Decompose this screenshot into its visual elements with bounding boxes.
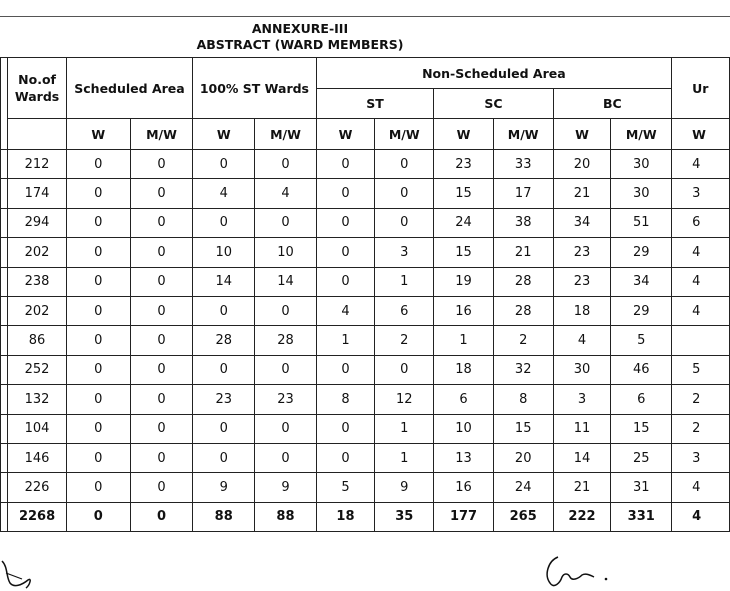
mw-subheader: M/W: [130, 119, 192, 150]
sa-mw-cell: 0: [130, 179, 192, 208]
wards-cell: 2268: [8, 502, 67, 531]
st100-w-cell: 9: [193, 473, 255, 502]
sa-w-cell: 0: [66, 385, 130, 414]
st100-w-cell: 88: [193, 502, 255, 531]
district-cell-stub: [1, 267, 8, 296]
st-w-cell: 0: [316, 267, 375, 296]
st100-w-cell: 0: [193, 355, 255, 384]
st100-mw-cell: 0: [255, 208, 316, 237]
wards-cell: 104: [8, 414, 67, 443]
sa-w-cell: 0: [66, 326, 130, 355]
st-w-cell: 8: [316, 385, 375, 414]
district-cell-stub: [1, 208, 8, 237]
bc-w-cell: 23: [553, 238, 611, 267]
st-w-cell: 0: [316, 414, 375, 443]
st100-mw-cell: 0: [255, 443, 316, 472]
wards-cell: 202: [8, 238, 67, 267]
st-mw-cell: 2: [375, 326, 434, 355]
district-cell-stub: [1, 326, 8, 355]
sc-mw-cell: 8: [493, 385, 553, 414]
bc-mw-cell: 331: [611, 502, 672, 531]
sc-w-cell: 15: [434, 179, 494, 208]
ur-cell: 4: [672, 150, 730, 179]
district-col-stub: [1, 58, 8, 150]
sc-mw-cell: 20: [493, 443, 553, 472]
st100-w-cell: 4: [193, 179, 255, 208]
sa-w-cell: 0: [66, 414, 130, 443]
sc-w-cell: 19: [434, 267, 494, 296]
district-cell-stub: [1, 150, 8, 179]
table-row: [1, 267, 730, 296]
bc-w-cell: 34: [553, 208, 611, 237]
st-w-cell: 0: [316, 179, 375, 208]
w-subheader: W: [193, 119, 255, 150]
table-row: [1, 179, 730, 208]
st-mw-cell: 0: [375, 208, 434, 237]
sc-w-cell: 6: [434, 385, 494, 414]
sa-mw-cell: 0: [130, 355, 192, 384]
sc-mw-cell: 17: [493, 179, 553, 208]
bc-mw-cell: 51: [611, 208, 672, 237]
ur-cell: 3: [672, 179, 730, 208]
st-w-cell: 0: [316, 238, 375, 267]
sa-mw-cell: 0: [130, 267, 192, 296]
mw-subheader: M/W: [255, 119, 316, 150]
sa-mw-cell: 0: [130, 443, 192, 472]
st-mw-cell: 1: [375, 443, 434, 472]
district-cell-stub: [1, 355, 8, 384]
district-cell-stub: [1, 473, 8, 502]
sc-w-cell: 23: [434, 150, 494, 179]
wards-cell: 86: [8, 326, 67, 355]
sc-mw-cell: 33: [493, 150, 553, 179]
sc-w-cell: 16: [434, 473, 494, 502]
st-w-cell: 0: [316, 443, 375, 472]
sc-mw-cell: 28: [493, 296, 553, 325]
sa-w-cell: 0: [66, 296, 130, 325]
ur-cell: 6: [672, 208, 730, 237]
total-row: [1, 502, 730, 531]
ur-cell: 4: [672, 473, 730, 502]
st-mw-cell: 1: [375, 414, 434, 443]
sa-mw-cell: 0: [130, 208, 192, 237]
abstract-subtitle: ABSTRACT (WARD MEMBERS): [196, 37, 404, 52]
wards-cell: 226: [8, 473, 67, 502]
sc-mw-cell: 28: [493, 267, 553, 296]
st100-w-cell: 14: [193, 267, 255, 296]
mw-subheader: M/W: [375, 119, 434, 150]
wards-cell: 294: [8, 208, 67, 237]
wards-cell: 146: [8, 443, 67, 472]
bc-w-cell: 30: [553, 355, 611, 384]
bc-mw-cell: 30: [611, 150, 672, 179]
table-row: [1, 443, 730, 472]
bc-w-cell: 3: [553, 385, 611, 414]
district-cell-stub: [1, 502, 8, 531]
ur-cell: 3: [672, 443, 730, 472]
sa-w-cell: 0: [66, 473, 130, 502]
st100-mw-cell: 28: [255, 326, 316, 355]
st100-w-cell: 28: [193, 326, 255, 355]
bc-w-cell: 20: [553, 150, 611, 179]
st-w-cell: 1: [316, 326, 375, 355]
table-row: [1, 296, 730, 325]
bc-mw-cell: 29: [611, 296, 672, 325]
wards-cell: 132: [8, 385, 67, 414]
bc-mw-cell: 30: [611, 179, 672, 208]
bc-w-cell: 18: [553, 296, 611, 325]
bc-mw-cell: 15: [611, 414, 672, 443]
sa-w-cell: 0: [66, 443, 130, 472]
wards-cell: 238: [8, 267, 67, 296]
st-wards-header: 100% ST Wards: [193, 58, 317, 119]
st100-w-cell: 0: [193, 443, 255, 472]
page-edge: [0, 16, 730, 17]
sa-mw-cell: 0: [130, 502, 192, 531]
sc-w-cell: 16: [434, 296, 494, 325]
st100-mw-cell: 4: [255, 179, 316, 208]
sa-w-cell: 0: [66, 179, 130, 208]
w-subheader: W: [434, 119, 494, 150]
table-row: [1, 414, 730, 443]
table-row: [1, 473, 730, 502]
district-cell-stub: [1, 385, 8, 414]
sa-w-cell: 0: [66, 355, 130, 384]
bc-mw-cell: 5: [611, 326, 672, 355]
st-mw-cell: 0: [375, 150, 434, 179]
sa-w-cell: 0: [66, 208, 130, 237]
sa-w-cell: 0: [66, 267, 130, 296]
bc-mw-cell: 31: [611, 473, 672, 502]
sc-mw-cell: 2: [493, 326, 553, 355]
st100-mw-cell: 23: [255, 385, 316, 414]
bc-w-cell: 4: [553, 326, 611, 355]
st-mw-cell: 1: [375, 267, 434, 296]
ur-cell: [672, 326, 730, 355]
sc-mw-cell: 38: [493, 208, 553, 237]
mw-subheader: M/W: [611, 119, 672, 150]
ur-cell: 4: [672, 238, 730, 267]
bc-header: BC: [553, 89, 672, 119]
st100-mw-cell: 0: [255, 414, 316, 443]
sc-w-cell: 1: [434, 326, 494, 355]
st-mw-cell: 0: [375, 179, 434, 208]
st-mw-cell: 6: [375, 296, 434, 325]
st100-w-cell: 10: [193, 238, 255, 267]
sa-w-cell: 0: [66, 238, 130, 267]
district-cell-stub: [1, 443, 8, 472]
w-subheader: W: [66, 119, 130, 150]
bc-mw-cell: 34: [611, 267, 672, 296]
wards-cell: 202: [8, 296, 67, 325]
st-w-cell: 0: [316, 355, 375, 384]
scheduled-area-header: Scheduled Area: [66, 58, 192, 119]
left-signature: [0, 555, 40, 591]
district-cell-stub: [1, 238, 8, 267]
sc-mw-cell: 32: [493, 355, 553, 384]
st-w-cell: 0: [316, 208, 375, 237]
sc-w-cell: 18: [434, 355, 494, 384]
sc-w-cell: 177: [434, 502, 494, 531]
table-body: [1, 150, 730, 532]
st-w-cell: 5: [316, 473, 375, 502]
bc-mw-cell: 25: [611, 443, 672, 472]
bc-w-cell: 23: [553, 267, 611, 296]
table-row: [1, 208, 730, 237]
sa-mw-cell: 0: [130, 473, 192, 502]
st100-mw-cell: 0: [255, 150, 316, 179]
st100-w-cell: 0: [193, 208, 255, 237]
sc-w-cell: 13: [434, 443, 494, 472]
sa-mw-cell: 0: [130, 326, 192, 355]
district-cell-stub: [1, 414, 8, 443]
sc-mw-cell: 24: [493, 473, 553, 502]
table-row: [1, 385, 730, 414]
bc-w-cell: 222: [553, 502, 611, 531]
st-w-cell: 0: [316, 150, 375, 179]
ur-cell: 2: [672, 414, 730, 443]
sa-mw-cell: 0: [130, 385, 192, 414]
annexure-title: ANNEXURE-III: [251, 21, 349, 36]
st100-mw-cell: 9: [255, 473, 316, 502]
st100-w-cell: 23: [193, 385, 255, 414]
st100-mw-cell: 10: [255, 238, 316, 267]
st-mw-cell: 3: [375, 238, 434, 267]
sc-w-cell: 24: [434, 208, 494, 237]
district-cell-stub: [1, 179, 8, 208]
st100-w-cell: 0: [193, 150, 255, 179]
bc-w-cell: 21: [553, 473, 611, 502]
ward-members-table: [0, 57, 730, 532]
table-row: [1, 238, 730, 267]
ur-w-subheader: W: [672, 119, 730, 150]
st-mw-cell: 12: [375, 385, 434, 414]
unreserved-header: Ur: [672, 58, 730, 119]
sc-w-cell: 15: [434, 238, 494, 267]
st100-mw-cell: 88: [255, 502, 316, 531]
bc-mw-cell: 29: [611, 238, 672, 267]
bc-mw-cell: 46: [611, 355, 672, 384]
st100-mw-cell: 0: [255, 355, 316, 384]
st-header: ST: [316, 89, 434, 119]
st-w-cell: 4: [316, 296, 375, 325]
st100-w-cell: 0: [193, 296, 255, 325]
sc-w-cell: 10: [434, 414, 494, 443]
table-row: [1, 355, 730, 384]
ur-cell: 4: [672, 502, 730, 531]
table-row: [1, 326, 730, 355]
sa-mw-cell: 0: [130, 414, 192, 443]
sc-mw-cell: 15: [493, 414, 553, 443]
st-mw-cell: 0: [375, 355, 434, 384]
ur-cell: 5: [672, 355, 730, 384]
table-row: [1, 150, 730, 179]
bc-w-cell: 21: [553, 179, 611, 208]
st-mw-cell: 35: [375, 502, 434, 531]
sc-mw-cell: 265: [493, 502, 553, 531]
w-subheader: W: [316, 119, 375, 150]
bc-w-cell: 14: [553, 443, 611, 472]
w-subheader: W: [553, 119, 611, 150]
sa-mw-cell: 0: [130, 150, 192, 179]
wards-header: No.of Wards: [8, 58, 67, 119]
mw-subheader: M/W: [493, 119, 553, 150]
ur-cell: 4: [672, 296, 730, 325]
bc-mw-cell: 6: [611, 385, 672, 414]
sa-mw-cell: 0: [130, 296, 192, 325]
st-w-cell: 18: [316, 502, 375, 531]
wards-cell: 174: [8, 179, 67, 208]
sa-mw-cell: 0: [130, 238, 192, 267]
sa-w-cell: 0: [66, 502, 130, 531]
wards-cell: 212: [8, 150, 67, 179]
sa-w-cell: 0: [66, 150, 130, 179]
ur-cell: 4: [672, 267, 730, 296]
bc-w-cell: 11: [553, 414, 611, 443]
sc-mw-cell: 21: [493, 238, 553, 267]
non-scheduled-area-header: Non-Scheduled Area: [316, 58, 671, 89]
st-mw-cell: 9: [375, 473, 434, 502]
wards-cell: 252: [8, 355, 67, 384]
st100-mw-cell: 14: [255, 267, 316, 296]
wards-subheader-blank: [8, 119, 67, 150]
right-signature: [540, 553, 620, 591]
st100-w-cell: 0: [193, 414, 255, 443]
ur-cell: 2: [672, 385, 730, 414]
st100-mw-cell: 0: [255, 296, 316, 325]
district-cell-stub: [1, 296, 8, 325]
sc-header: SC: [434, 89, 553, 119]
